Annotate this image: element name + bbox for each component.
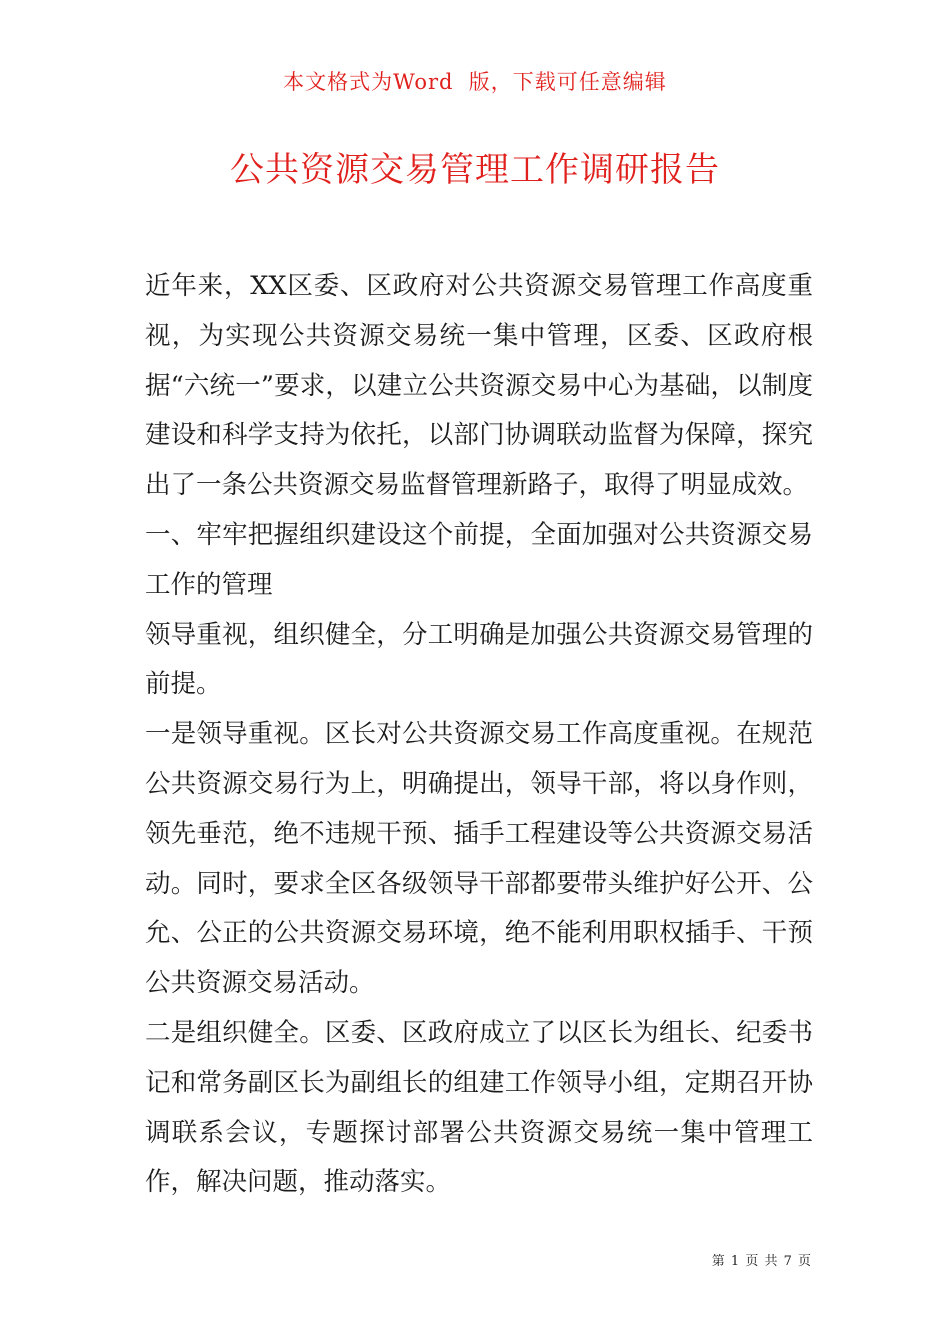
paragraph-organization: 二是组织健全。区委、区政府成立了以区长为组长、纪委书记和常务副区长为副组长的组建工作领导小组，定期召开协调联系会议，专题探讨部署公共资源交易统一集中管理工作，解决问题，推动落实。 <box>145 1017 813 1198</box>
section-heading-1: 一、牢牢把握组织建设这个前提，全面加强对公共资源交易工作的管理 <box>145 519 813 600</box>
document-body <box>145 262 813 1208</box>
paragraph-intro: 近年来，XX区委、区政府对公共资源交易管理工作高度重视，为实现公共资源交易统一集中管理，区委、区政府根据“六统一”要求，以建立公共资源交易中心为基础，以制度建设和科学支持为依托，以部门协调联动监督为保障，探究出了一条公共资源交易监督管理新路子，取得了明显成效。 <box>145 271 813 501</box>
page-number: 第 1 页 共 7 页 <box>711 1254 812 1269</box>
document-title: 公共资源交易管理工作调研报告 <box>230 150 720 190</box>
format-notice: 本文格式为Word 版，下载可任意编辑 <box>283 70 667 94</box>
paragraph-premise: 领导重视，组织健全，分工明确是加强公共资源交易管理的前提。 <box>145 619 813 700</box>
paragraph-leadership: 一是领导重视。区长对公共资源交易工作高度重视。在规范公共资源交易行为上，明确提出，领导干部，将以身作则，领先垂范，绝不违规干预、插手工程建设等公共资源交易活动。同时，要求全区各级领导干部都要带头维护好公开、公允、公正的公共资源交易环境，绝不能利用职权插手、干预公共资源交易活动。 <box>145 719 813 999</box>
